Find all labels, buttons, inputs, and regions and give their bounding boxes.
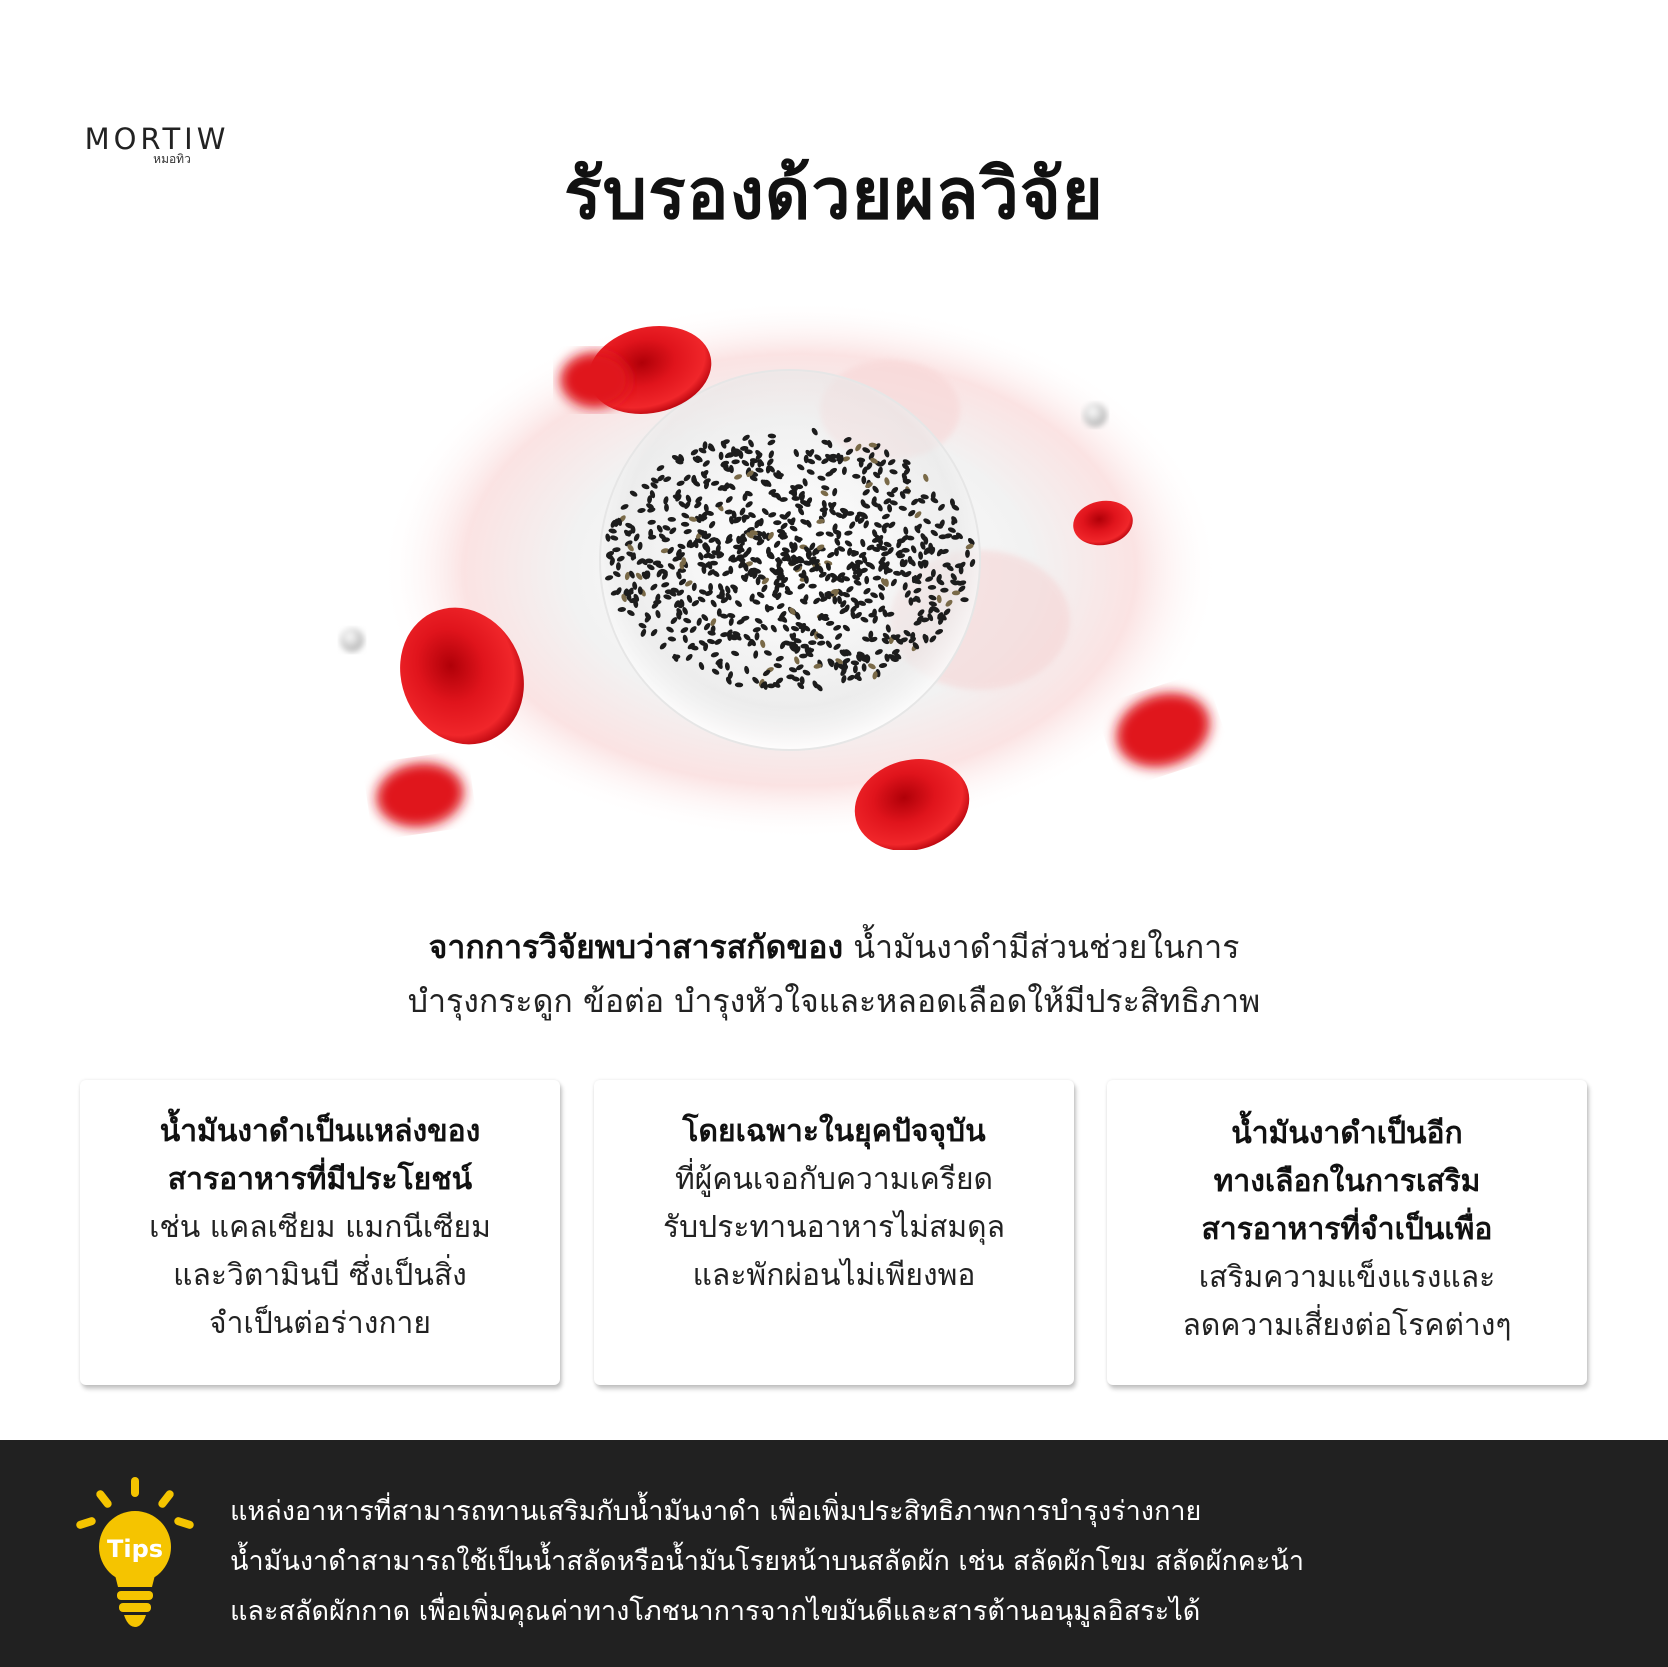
info-card-2 xyxy=(594,1080,1074,1385)
tips-line: น้ำมันงาดำสามารถใช้เป็นน้ำสลัดหรือน้ำมันโรยหน้าบนสลัดผัก เช่น สลัดผักโขม สลัดผักคะน้า xyxy=(230,1546,1304,1577)
brand-name: MORTIW xyxy=(84,122,230,156)
sesame-seed xyxy=(951,535,959,540)
card-line: รับประทานอาหารไม่สมดุล xyxy=(663,1210,1005,1245)
brand-subname: หมอทิว xyxy=(153,152,191,166)
info-card-1 xyxy=(80,1080,560,1385)
tips-line: แหล่งอาหารที่สามารถทานเสริมกับน้ำมันงาดำ เพื่อเพิ่มประสิทธิภาพการบำรุงร่างกาย xyxy=(230,1496,1202,1527)
intro-line2: บำรุงกระดูก ข้อต่อ บำรุงหัวใจและหลอดเลือดให้มีประสิทธิภาพ xyxy=(407,982,1261,1020)
intro-line1: น้ำมันงาดำมีส่วนช่วยในการ xyxy=(843,928,1240,966)
hero-illustration xyxy=(330,290,1330,850)
pearl xyxy=(340,628,364,652)
card-bold-line: น้ำมันงาดำเป็นอีก xyxy=(1231,1116,1463,1151)
tips-text xyxy=(230,1487,1628,1637)
card-bold-line: ทางเลือกในการเสริม xyxy=(1213,1164,1481,1199)
card-line: และวิตามินบี ซึ่งเป็นสิ่ง xyxy=(173,1258,467,1293)
pearl xyxy=(1083,403,1107,427)
card-line: จำเป็นต่อร่างกาย xyxy=(209,1306,431,1341)
intro-bold: จากการวิจัยพบว่าสารสกัดของ xyxy=(428,928,844,966)
card-line: และพักผ่อนไม่เพียงพอ xyxy=(692,1258,976,1293)
tips-line: และสลัดผักกาด เพื่อเพิ่มคุณค่าทางโภชนาการจากไขมันดีและสารต้านอนุมูลอิสระได้ xyxy=(230,1596,1201,1627)
page-title: รับรองด้วยผลวิจัย xyxy=(564,153,1104,235)
info-card-3 xyxy=(1107,1080,1587,1385)
lightbulb-icon xyxy=(70,1475,200,1635)
card-bold-line: โดยเฉพาะในยุคปัจจุบัน xyxy=(682,1114,986,1149)
card-line: เสริมความแข็งแรงและ xyxy=(1198,1260,1496,1295)
sesame-seed xyxy=(727,633,732,641)
sesame-seed xyxy=(719,452,724,460)
card-line: ที่ผู้คนเจอกับความเครียด xyxy=(674,1162,994,1197)
card-line: เช่น แคลเซียม แมกนีเซียม xyxy=(149,1210,491,1245)
intro-text xyxy=(150,920,1518,1028)
card-line: ลดความเสี่ยงต่อโรคต่างๆ xyxy=(1182,1308,1512,1343)
card-bold-line: สารอาหารที่จำเป็นเพื่อ xyxy=(1201,1212,1493,1247)
card-bold-line: น้ำมันงาดำเป็นแหล่งของ xyxy=(159,1114,481,1149)
blood-cell-blurred xyxy=(372,757,468,833)
card-bold-line: สารอาหารที่มีประโยชน์ xyxy=(167,1162,473,1197)
blood-cell-blurred xyxy=(560,352,630,408)
tips-label: Tips xyxy=(106,1535,164,1563)
